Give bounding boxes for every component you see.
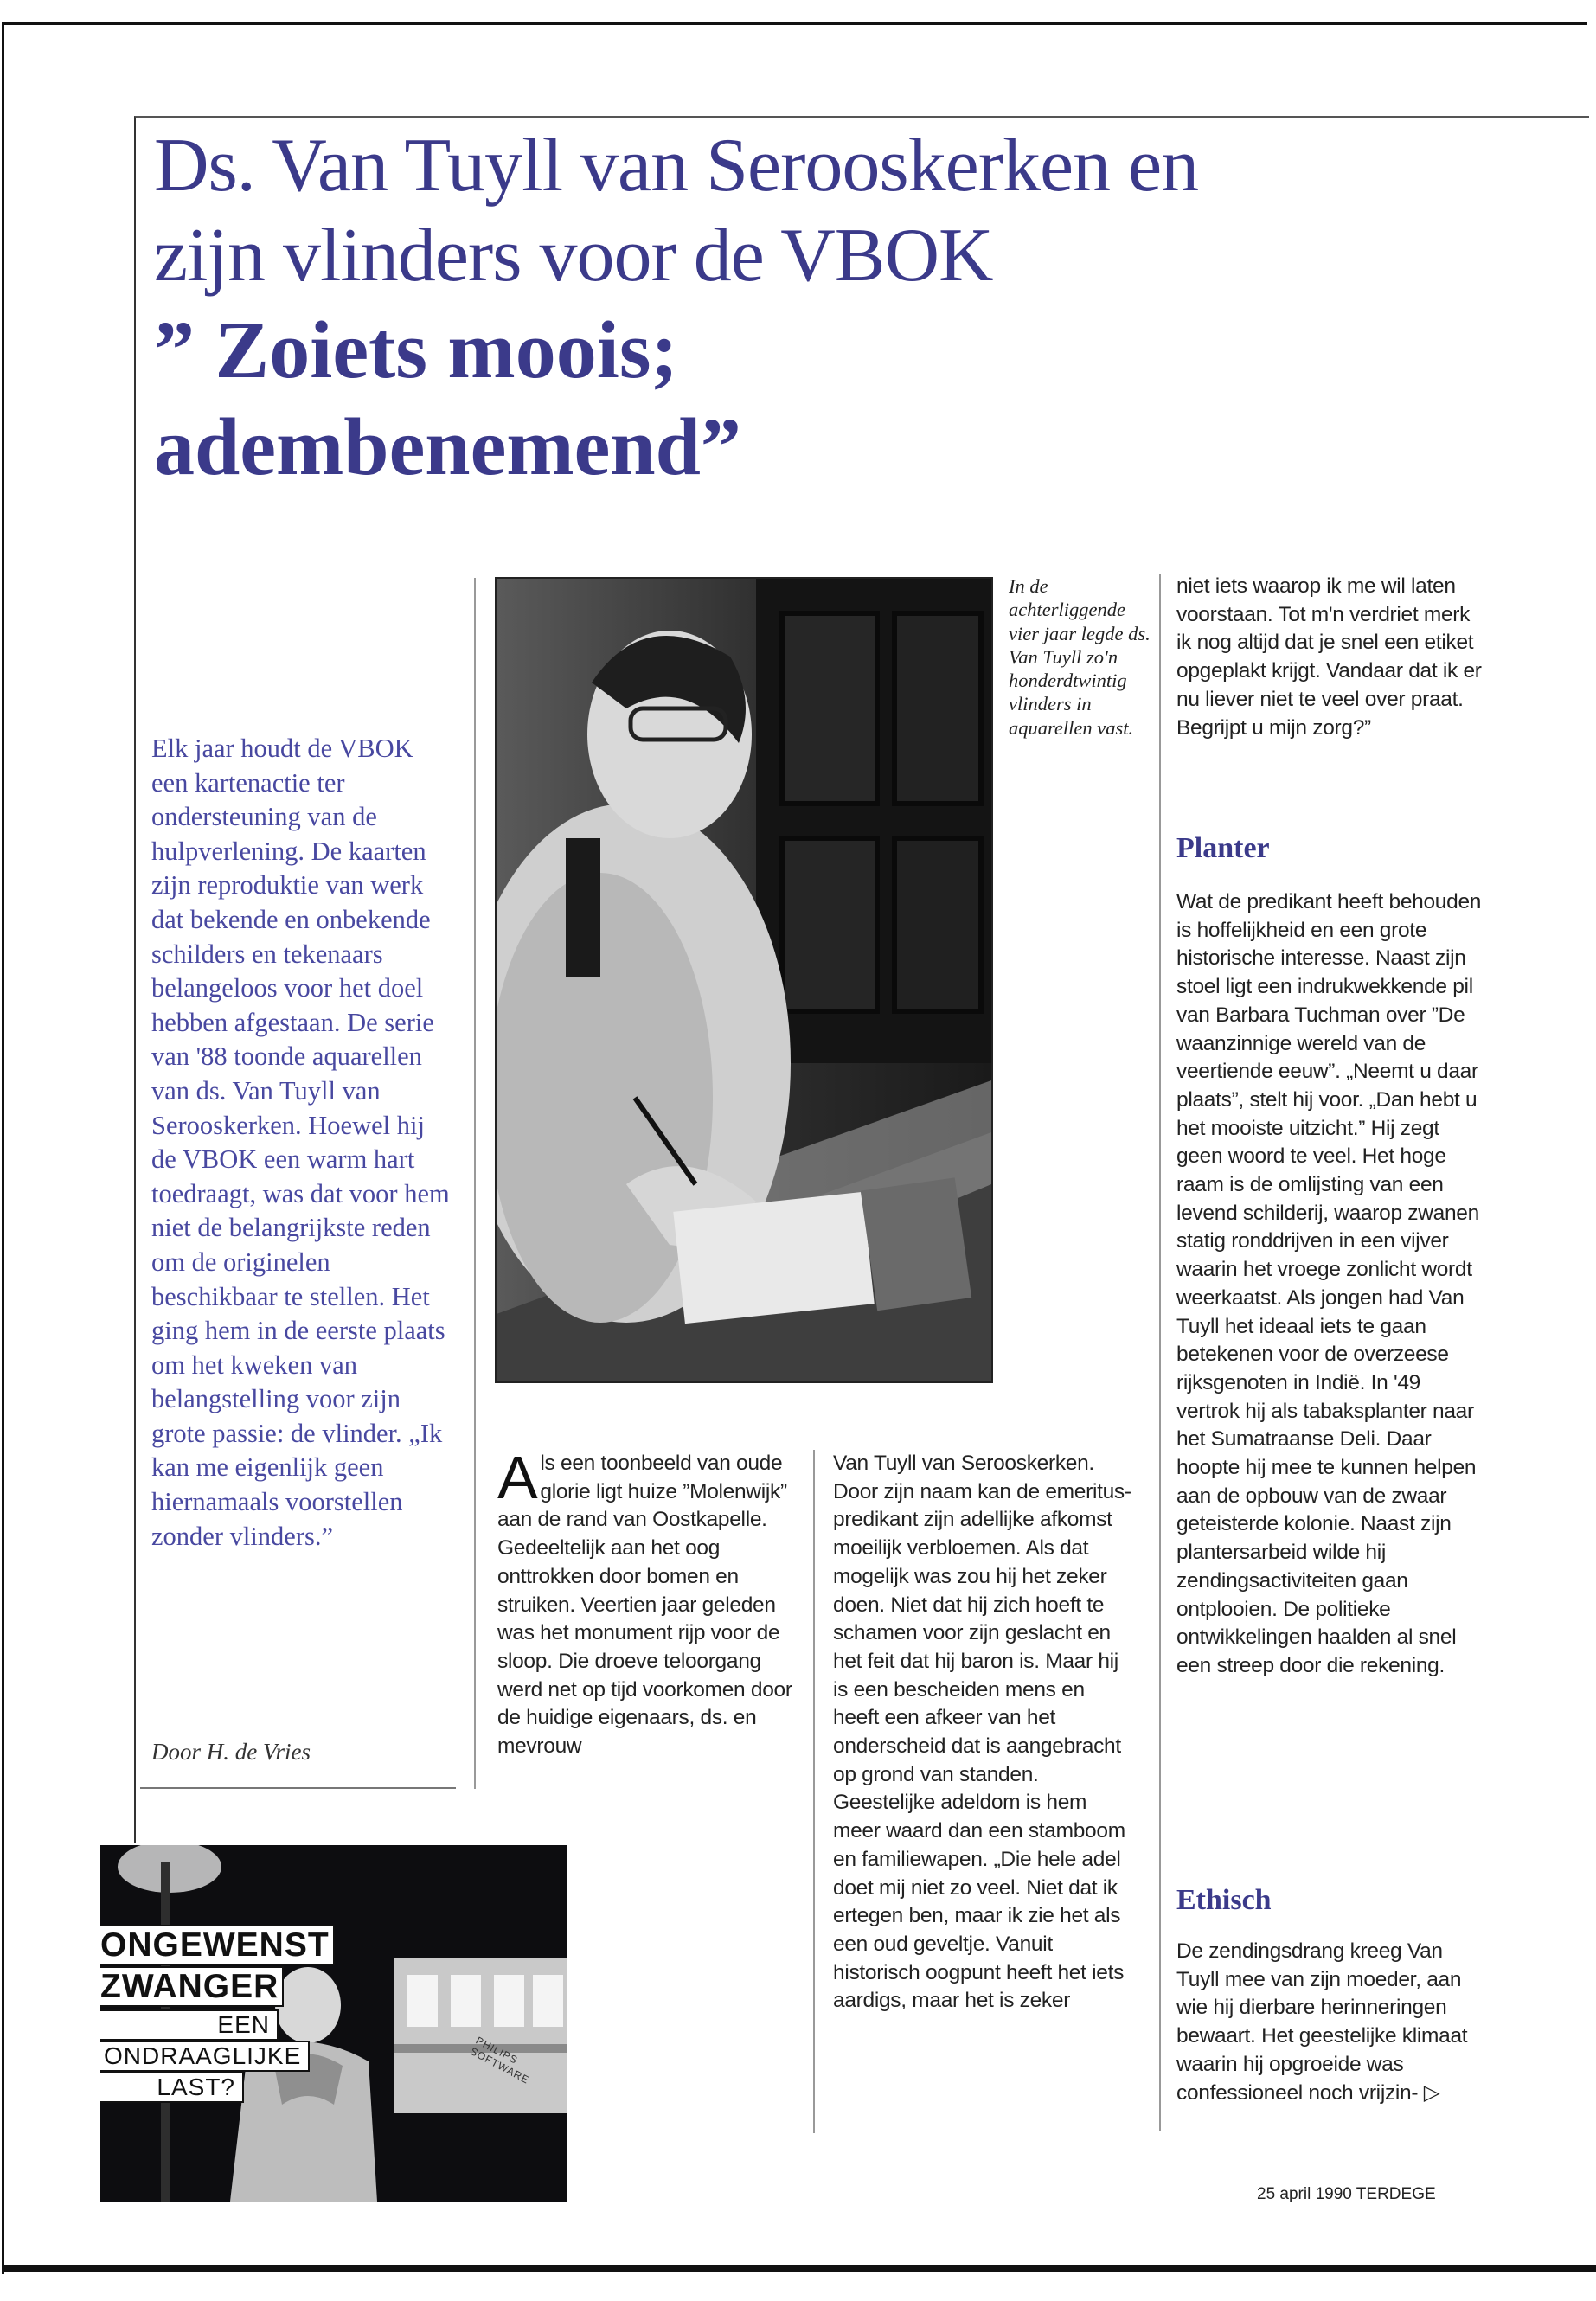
ad-word-4: ONDRAAGLIJKE — [100, 2041, 310, 2072]
subhead-planter: Planter — [1176, 832, 1270, 864]
intro-text — [151, 732, 454, 1554]
article-column-3-middle — [1176, 888, 1484, 1681]
column-1-text: ls een toonbeeld van oude glorie ligt huize ”Molenwijk” aan de rand van Oostkapelle. Gedeeltelijk aan het oog onttrokken door bomen en struiken. Veertien jaar geleden was het monument rijp voor de sloop. Die droeve teloorgang werd net op tijd voorkomen door de huidige eigenaars, ds. en mevrouw — [497, 1452, 792, 1759]
ad-word-5: LAST? — [100, 2072, 244, 2103]
article-column-1 — [497, 1444, 796, 1761]
article-photo — [495, 577, 993, 1383]
column-3-bottom-text: De zendingsdrang kreeg Van Tuyll mee van zijn moeder, aan wie hij dierbare herinneringen bewaart. Het geestelijke klimaat waarin hij opgroeide was confessioneel noch vrijzin- ▷ — [1176, 1939, 1468, 2105]
column-divider — [813, 1450, 815, 2133]
article-column-2 — [833, 1450, 1136, 2016]
byline: Door H. de Vries — [151, 1739, 311, 1765]
headline — [154, 121, 1452, 495]
advertisement — [100, 1845, 567, 2202]
column-divider — [474, 578, 476, 1789]
drop-cap: A — [497, 1444, 538, 1511]
headline-quote-1: ” Zoiets moois; — [154, 305, 678, 395]
ad-word-3: EEN — [100, 2009, 279, 2041]
footer-date: 25 april 1990 TERDEGE — [1257, 2185, 1436, 2203]
column-divider — [1159, 574, 1161, 2131]
column-2-text: Van Tuyll van Serooskerken. Door zijn naam kan de emeritus-predikant zijn adellijke afkomst moeilijk verbloemen. Als dat mogelijk was zou hij het zeker doen. Niet dat hij zich hoeft te schamen voor zijn geslacht en het feit dat hij baron is. Maar hij is een bescheiden mens en heeft een afkeer van het onderscheid dat is aangebracht op grond van standen. Geestelijke adeldom is hem meer waard dan een stamboom en familiewapen. „Die hele adel doet mij niet zo veel. Niet dat ik ertegen ben, maar ik zie het als een oud geveltje. Vanuit historisch oogpunt heeft het iets aardigs, maar het is zeker — [833, 1452, 1131, 2013]
headline-quote-2: adembenemend” — [154, 402, 741, 492]
headline-line-1: Ds. Van Tuyll van Serooskerken en — [154, 124, 1199, 208]
column-3-top-text: niet iets waarop ik me wil laten voorstaan. Tot m'n verdriet merk ik nog altijd dat je snel een etiket opgeplakt krijgt. Vandaar dat ik er nu liever niet te veel over praat. Begrijpt u mijn zorg?” — [1176, 574, 1482, 740]
byline-rule — [140, 1787, 456, 1789]
article-column-3-top — [1176, 573, 1484, 742]
photo-illustration — [497, 579, 991, 1381]
article-column-3-bottom — [1176, 1938, 1484, 2107]
photo-caption: In de achterliggende vier jaar legde ds. Van Tuyll zo'n honderdtwintig vlinders in aquarellen vast. — [1009, 575, 1151, 739]
ad-word-1: ONGEWENST — [100, 1925, 335, 1965]
subhead-ethisch: Ethisch — [1176, 1884, 1272, 1916]
ad-word-2: ZWANGER — [100, 1966, 284, 2007]
ad-station-sign: PHILIPS SOFTWARE — [468, 2034, 532, 2086]
headline-line-2: zijn vlinders voor de VBOK — [154, 214, 993, 298]
column-3-middle-text: Wat de predikant heeft behouden is hoffelijkheid en een grote historische interesse. Naast zijn stoel ligt een indrukwekkende pil van Barbara Tuchman over ”De waanzinnige wereld van de veertiende eeuw”. „Neemt u daar plaats”, stelt hij voor. „Dan hebt u het mooiste uitzicht.” Hij zegt geen woord te veel. Het hoge raam is de omlijsting van een levend schilderij, waarop zwanen statig ronddrijven in een vijver waarin het vroege zonlicht wordt weerkaatst. Als jongen had Van Tuyll het ideaal iets te gaan betekenen voor de overzeese rijksgenoten in Indië. In '49 vertrok hij als tabaksplanter naar het Sumatraanse Deli. Daar hoopte hij mee te kunnen helpen aan de opbouw van de zwaar geteisterde kolonie. Naast zijn plantersarbeid wilde hij zendingsactiviteiten gaan ontplooien. De politieke ontwikkelingen haalden al snel een streep door die rekening. — [1176, 890, 1482, 1677]
intro-paragraph: Elk jaar houdt de VBOK een kartenactie ter ondersteuning van de hulpverlening. De kaarten zijn reproduktie van werk dat bekende en onbekende schilders en tekenaars belangeloos voor het doel hebben afgestaan. De serie van '88 toonde aquarellen van ds. Van Tuyll van Serooskerken. Hoewel hij de VBOK een warm hart toedraagt, was dat voor hem niet de belangrijkste reden om de originelen beschikbaar te stellen. Het ging hem in de eerste plaats om het kweken van belangstelling voor zijn grote passie: de vlinder. „Ik kan me eigenlijk geen hiernamaals voorstellen zonder vlinders.” — [151, 734, 450, 1551]
bottom-rule — [2, 2265, 1596, 2272]
